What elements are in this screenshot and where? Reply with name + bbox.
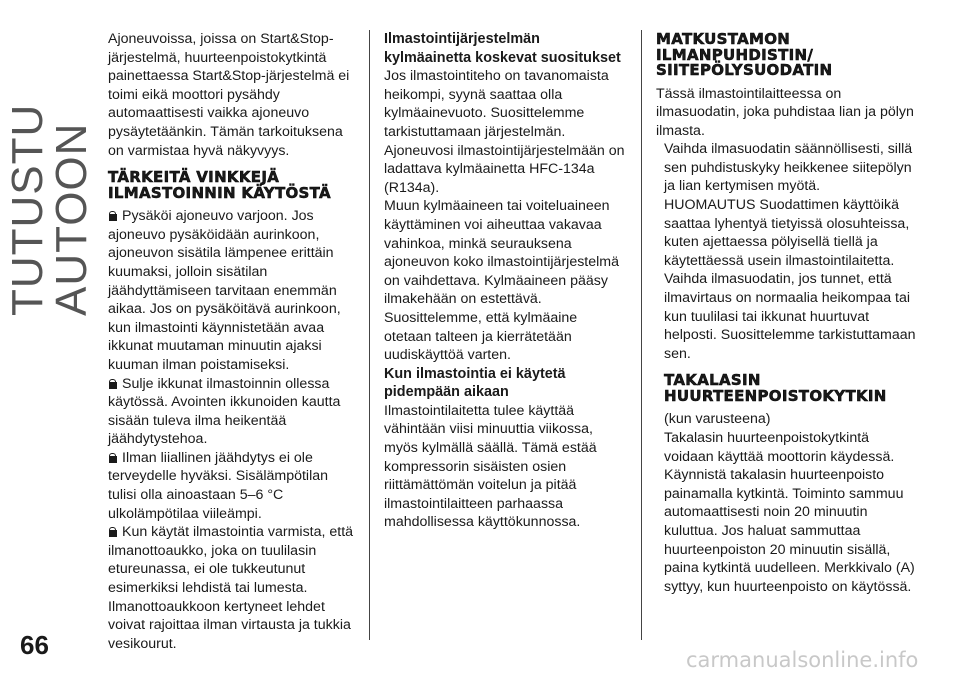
bullet-icon	[108, 211, 118, 221]
paragraph: Takalasin huurteenpoistokytkintä voidaan käyttää moottorin käydessä. Käynnistä takalasin huurteenpoisto painamalla kytkintä. Toiminto sammuu automaattisesti noin 20 minuutin kuluttua. Jos haluat sammuttaa huurteenpoiston 20 minuutin sisällä, paina kytkintä uudelleen. Merkkivalo (A) syttyy, kun huurteenpoisto on käytössä.	[664, 430, 915, 595]
column-3	[656, 30, 918, 596]
column-divider	[641, 30, 642, 640]
paragraph: Suosittelemme, että kylmäaine otetaan talteen ja kierrätetään uudiskäyttöä varten.	[384, 309, 578, 364]
page-number: 66	[20, 630, 49, 660]
tip-item: Sulje ikkunat ilmastoinnin ollessa käytössä. Avointen ikkunoiden kautta sisään tuleva ilma heikentää jäähdytystehoa.	[108, 375, 341, 448]
paragraph: Ajoneuvosi ilmastointijärjestelmään on ladattava kylmäainetta HFC-134a (R134a).	[384, 142, 625, 196]
subsection-heading: Kun ilmastointia ei käytetä pidempään aikaan	[384, 365, 566, 401]
column-divider	[369, 30, 370, 640]
column-1	[108, 30, 358, 653]
tip-item: Ilman liiallinen jäähdytys ei ole terveydelle hyväksi. Sisälämpötilan tulisi olla ainoastaan 5–6 °C ulkolämpötilaa viileämpi.	[108, 449, 329, 522]
tip-item: Pysäköi ajoneuvo varjoon. Jos ajoneuvo pysäköidään aurinkoon, ajoneuvon sisätila lämpenee erittäin kuumaksi, jolloin sisätilan jäähdyttämiseen tarvitaan enemmän aikaa. Jos on pysäköitävä aurinkoon, kun ilmastointi käynnistetään avaa ikkunat muutaman minuutin ajaksi kuuman ilman poistamiseksi.	[108, 208, 341, 373]
watermark: carmanualsonline.info	[686, 648, 919, 672]
paragraph: Ilmastointilaitetta tulee käyttää vähintään viisi minuuttia viikossa, myös kylmällä säällä. Tämä estää kompressorin sisäisten osien riittämättömän voitelun ja pitää ilmastointilaitteen parhaassa mahdollisessa käyttökunnossa.	[384, 402, 597, 531]
paragraph: Muun kylmäaineen tai voiteluaineen käyttäminen voi aiheuttaa vakavaa vahinkoa, minkä seurauksena ajoneuvon koko ilmastointijärjestelmä on vaihdettava. Kylmäaineen pääsy ilmakehään on estettävä.	[384, 198, 620, 308]
section-heading: MATKUSTAMON ILMANPUHDISTIN/ SIITEPÖLYSUODATIN	[656, 30, 833, 79]
tip-item: Kun käytät ilmastointia varmista, että ilmanottoaukko, joka on tuulilasin etureunassa, ei ole tukkeutunut esimerkiksi lehdistä tai lumesta. Ilmanottoaukkoon kertyneet lehdet voivat rajoittaa ilman virtausta ja tukkia vesikourut.	[108, 524, 354, 652]
column-2	[384, 30, 628, 532]
paragraph: Jos ilmastointiteho on tavanomaista heikompi, syynä saattaa olla kylmäainevuoto. Suosittelemme tarkistuttamaan järjestelmän.	[384, 68, 609, 140]
paragraph: (kun varusteena)	[664, 411, 771, 428]
paragraph: Vaihda ilmasuodatin säännöllisesti, sillä sen puhdistuskyky heikkenee siitepölyn ja lian kertymisen myötä.	[664, 141, 913, 195]
intro-paragraph: Ajoneuvoissa, joissa on Start&Stop-järjestelmä, huurteenpoistokytkintä painettaessa Start&Stop-järjestelmä ei toimi eikä moottori pysähdy automaattisesti vaikka ajoneuvo pysäytetäänkin. Tämän tarkoituksena on varmistaa hyvä näkyvyys.	[108, 31, 350, 159]
bullet-icon	[108, 379, 118, 389]
bullet-icon	[108, 527, 118, 537]
section-heading: TÄRKEITÄ VINKKEJÄ ILMASTOINNIN KÄYTÖSTÄ	[108, 168, 331, 202]
bullet-icon	[108, 453, 118, 463]
paragraph: Tässä ilmastointilaitteessa on ilmasuodatin, joka puhdistaa lian ja pölyn ilmasta.	[656, 85, 914, 139]
section-side-label: TUTUSTU AUTOON	[3, 103, 96, 316]
subsection-heading: Ilmastointijärjestelmän kylmäainetta koskevat suositukset	[384, 31, 621, 66]
section-heading: TAKALASIN HUURTEENPOISTOKYTKIN	[664, 371, 887, 405]
note-paragraph: HUOMAUTUS Suodattimen käyttöikä saattaa lyhentyä tietyissä olosuhteissa, kuten ajettaessa pölyisellä tiellä ja käytettäessä usein ilmastointilaitetta. Vaihda ilmasuodatin, jos tunnet, että ilmavirtaus on normaalia heikompaa tai kun tuulilasi tai ikkunat huurtuvat helposti. Suosittelemme tarkistuttamaan sen.	[664, 197, 916, 362]
